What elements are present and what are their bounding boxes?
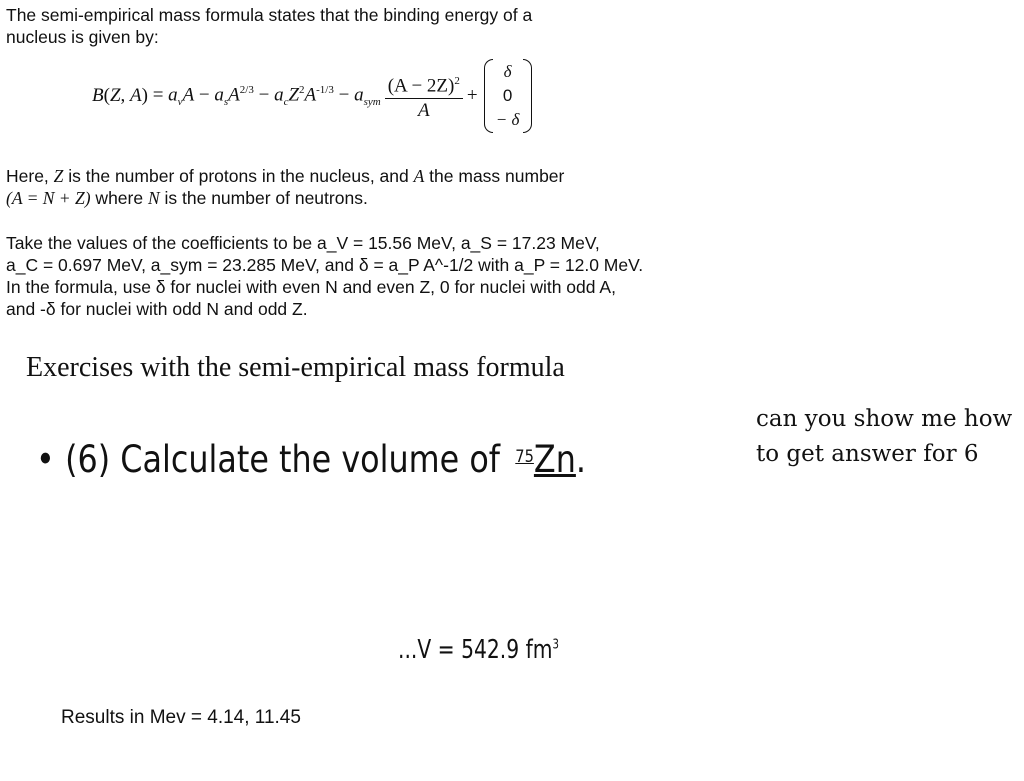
question-text: (6) Calculate the volume of xyxy=(65,438,511,481)
formula-lhs: B(Z, A) xyxy=(92,85,148,106)
bullet-mark: • xyxy=(36,438,55,481)
intro-line-1: The semi-empirical mass formula states that the binding energy of a xyxy=(6,5,533,25)
question-bullet: • (6) Calculate the volume of 75Zn. xyxy=(36,438,586,481)
results-text: Results in Mev = 4.14, 11.45 xyxy=(61,707,301,728)
pairing-vector: δ 0 − δ xyxy=(484,57,532,135)
answer-text: ...V = 542.9 fm xyxy=(398,635,553,665)
coefficients-line-3: In the formula, use δ for nuclei with even N and even Z, 0 for nuclei with odd A, xyxy=(6,277,616,297)
coefficients-line-1: Take the values of the coefficients to be a_V = 15.56 MeV, a_S = 17.23 MeV, xyxy=(6,233,600,253)
coefficients-paragraph xyxy=(6,232,706,320)
volume-answer xyxy=(398,635,559,665)
intro-line-2: nucleus is given by: xyxy=(6,27,159,47)
definitions-line-1: Here, Z is the number of protons in the nucleus, and A the mass number xyxy=(6,166,565,186)
exercise-title: Exercises with the semi-empirical mass formula xyxy=(26,352,565,383)
isotope-mass-number: 75 xyxy=(515,447,534,467)
coefficients-line-4: and -δ for nuclei with odd N and odd Z. xyxy=(6,299,308,319)
coefficients-line-2: a_C = 0.697 MeV, a_sym = 23.285 MeV, and δ = a_P A^-1/2 with a_P = 12.0 MeV. xyxy=(6,255,644,275)
asymmetry-fraction: $\frac{(A - 2Z)^2}{A}$ xyxy=(385,69,463,123)
intro-text xyxy=(6,4,646,48)
definitions-paragraph xyxy=(6,165,706,209)
definitions-line-2: (A = N + Z) where N is the number of neutrons. xyxy=(6,188,368,208)
answer-exponent: 3 xyxy=(552,637,559,653)
isotope-element: Zn xyxy=(533,438,576,481)
help-request-note: can you show me how to get answer for 6 xyxy=(756,406,1013,467)
binding-energy-formula: B(Z, A) = $a_vA - a_sA^{2/3} - a_cZ^2A^{-1/3} - a_{sym}$ $\frac{(A - 2Z)^2}{A}$ + δ 0 − δ xyxy=(92,58,532,134)
